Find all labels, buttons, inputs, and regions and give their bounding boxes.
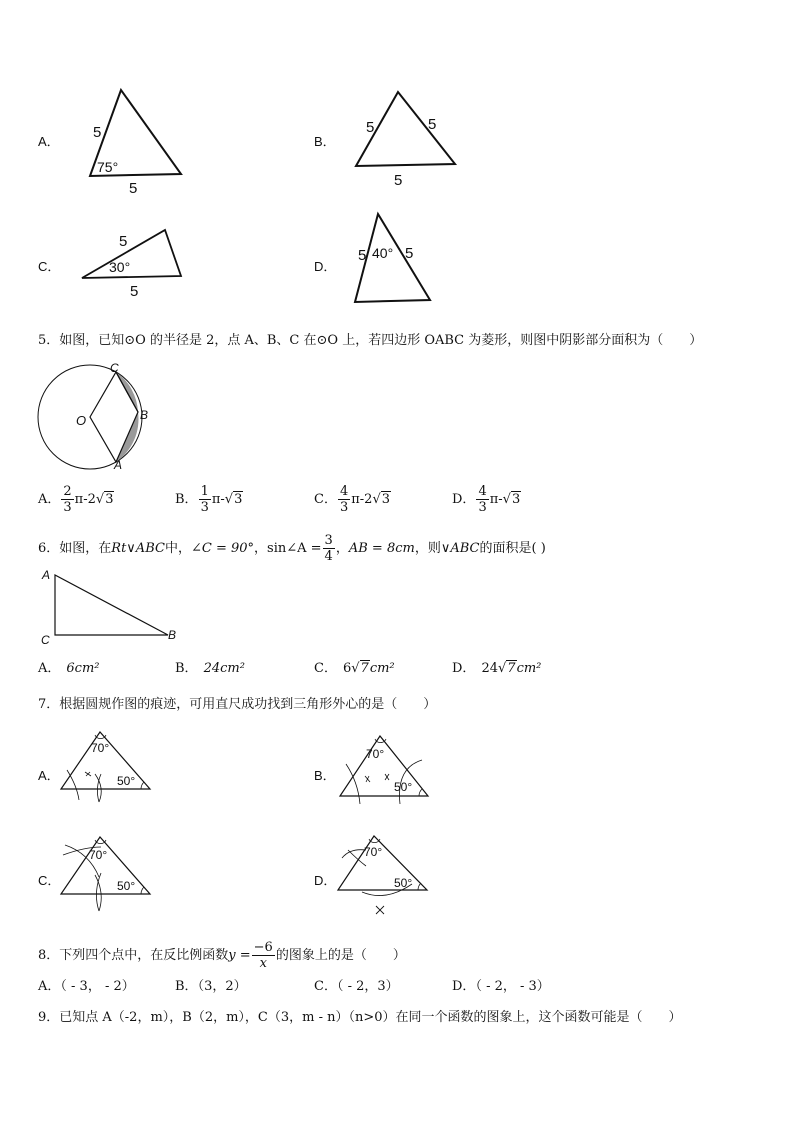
q7-option-a-letter: A． (38, 768, 60, 783)
q6-option-c: C． 6√7cm² (314, 661, 395, 676)
q5-c-num: 4 (339, 484, 349, 499)
q5-option-d-letter: D． (452, 492, 476, 507)
q4-option-b-letter: B． (314, 134, 336, 149)
q9-question-text: 9．已知点 A（-2，m），B（2，m），C（3，m - n）（n>0）在同一个函数的图象上，这个函数可能是（ ） (38, 1010, 682, 1025)
q8-c-value: （ - 2，3） (336, 979, 399, 994)
q6-question-text (38, 533, 546, 564)
q7-d-top-angle: 70° (364, 845, 383, 859)
q8-den: x (259, 956, 267, 971)
q6-option-c-letter: C． (314, 661, 337, 676)
q8-option-a (38, 979, 135, 995)
q4-c-side-label: 5 (119, 233, 128, 250)
q5-label-b: B (140, 408, 149, 422)
q5-option-d: D． $\frac{4}{3}$ π-√3 (452, 484, 521, 515)
q7-a-top-angle: 70° (91, 741, 110, 755)
q6-d-unit: cm² (516, 661, 542, 676)
q7-c-right-angle: 50° (117, 879, 136, 893)
q6-option-a (38, 661, 99, 677)
q6-right-triangle-figure (38, 565, 183, 647)
q5-option-a-letter: A． (38, 492, 61, 507)
q6-rt-triangle: Rt∨ABC (111, 541, 165, 556)
q5-c-tail: π-2 (351, 492, 373, 507)
q7-d-right-angle: 50° (394, 876, 413, 890)
q4-option-c-letter: C． (38, 259, 61, 274)
q7-option-c-figure (55, 833, 160, 913)
q5-d-den: 3 (478, 500, 487, 515)
q7-option-d-letter: D． (314, 873, 337, 888)
q7-option-a-figure (55, 728, 160, 803)
q8-b-letter: B． (175, 979, 198, 994)
q4-b-right-label: 5 (428, 116, 437, 133)
q5-option-c-letter: C． (314, 492, 337, 507)
q6-suffix: 的面积是( ) (479, 541, 546, 556)
q6-label-b: B (168, 628, 177, 642)
q5-c-root: 3 (381, 492, 391, 507)
q5-b-root: 3 (234, 492, 243, 507)
q6-mid1: 中， (164, 541, 191, 556)
q5-option-b: B． $\frac{1}{3}$ π-√3 (175, 484, 243, 515)
q6-c-unit: cm² (369, 661, 395, 676)
q8-suffix: 的图象上的是（ ） (275, 948, 406, 963)
q6-option-b-letter: B． (175, 661, 198, 676)
q5-a-num: 2 (63, 484, 72, 499)
q4-a-angle-label: 75° (97, 159, 119, 175)
q4-b-base-label: 5 (394, 172, 403, 189)
q6-option-d: D． 24√7cm² (452, 661, 542, 676)
q7-c-top-angle: 70° (89, 848, 108, 862)
q5-c-den: 3 (339, 500, 349, 515)
q4-option-d-letter: D． (314, 259, 337, 274)
q8-prefix: 8．下列四个点中，在反比例函数 (38, 948, 229, 963)
q6-b-value: 24cm² (203, 661, 245, 676)
q5-label-o: O (76, 413, 87, 428)
q5-label-c: C (110, 361, 119, 375)
q4-option-d-figure (0, 0, 794, 320)
q6-label-c: C (41, 633, 50, 647)
q8-a-letter: A． (38, 979, 61, 994)
q6-option-b (175, 661, 245, 677)
q4-option-a-letter: A． (38, 134, 60, 149)
q6-c-root: 7 (360, 661, 369, 676)
q8-d-value: （ - 2， - 3） (475, 979, 550, 994)
q8-b-value: （3，2） (197, 979, 247, 994)
q7-b-right-angle: 50° (394, 780, 413, 794)
q5-option-c: C． $\frac{4}{3}$ π-2√3 (314, 484, 391, 515)
q5-option-b-letter: B． (175, 492, 198, 507)
q6-mid3: ， (335, 541, 349, 556)
q4-a-base-label: 5 (129, 180, 138, 197)
q8-option-c (314, 979, 399, 995)
q6-d-root: 7 (507, 661, 516, 676)
q7-a-right-angle: 50° (117, 774, 136, 788)
q8-option-d (452, 979, 550, 995)
q5-d-num: 4 (478, 484, 487, 499)
q7-b-top-angle: 70° (366, 747, 385, 761)
q5-b-den: 3 (200, 500, 209, 515)
q8-a-value: （ - 3， - 2） (60, 979, 135, 994)
q5-option-a: A． $\frac{2}{3}$ π-2√3 (38, 484, 114, 515)
q6-mid2: ， (254, 541, 268, 556)
q5-b-num: 1 (200, 484, 209, 499)
q5-a-den: 3 (63, 500, 72, 515)
q6-sin: sin∠A = (267, 541, 322, 556)
q6-option-d-letter: D． (452, 661, 476, 676)
q6-sin-num: 3 (324, 533, 333, 548)
q6-mid4: ，则 (414, 541, 441, 556)
q5-question-text: 5．如图，已知⊙O 的半径是 2，点 A、B、C 在⊙O 上，若四边形 OABC 为菱形，则图中阴影部分面积为（ ） (38, 333, 703, 348)
q7-question-text: 7．根据圆规作图的痕迹，可用直尺成功找到三角形外心的是（ ） (38, 697, 437, 712)
q7-option-b-letter: B． (314, 768, 336, 783)
q4-c-angle-label: 30° (109, 259, 131, 275)
q8-question-text (38, 940, 406, 971)
q4-b-left-label: 5 (366, 119, 375, 136)
q6-tri: ∨ABC (440, 541, 480, 556)
q7-option-b-figure (332, 730, 437, 805)
q4-c-base-label: 5 (130, 283, 139, 300)
q4-d-angle-label: 40° (372, 245, 394, 261)
q5-label-a: A (114, 458, 123, 472)
q4-d-right-label: 5 (405, 245, 414, 262)
q7-option-d-figure (332, 832, 437, 922)
q5-a-root: 3 (105, 492, 114, 507)
q8-d-letter: D． (452, 979, 476, 994)
q5-circle-figure (30, 360, 170, 475)
q6-d-coef: 24 (481, 661, 498, 676)
q5-d-tail: π- (489, 492, 503, 507)
q5-a-tail: π-2 (74, 492, 96, 507)
q6-prefix: 6．如图，在 (38, 541, 112, 556)
q6-option-a-letter: A． (38, 661, 61, 676)
q5-b-tail: π- (211, 492, 225, 507)
q5-d-root: 3 (511, 492, 521, 507)
q6-angle: ∠C = 90° (190, 541, 255, 556)
q4-d-left-label: 5 (358, 247, 367, 264)
q8-num: −6 (253, 940, 273, 955)
q6-ab: AB = 8cm (348, 541, 415, 556)
q4-a-side-label: 5 (93, 124, 102, 141)
q8-option-b (175, 979, 247, 995)
q7-option-c-letter: C． (38, 873, 61, 888)
q8-func: y = (228, 948, 251, 963)
q6-sin-den: 4 (324, 549, 333, 564)
q8-c-letter: C． (314, 979, 337, 994)
q6-label-a: A (42, 568, 51, 582)
q6-a-value: 6cm² (66, 661, 100, 676)
q6-c-coef: 6 (342, 661, 352, 676)
